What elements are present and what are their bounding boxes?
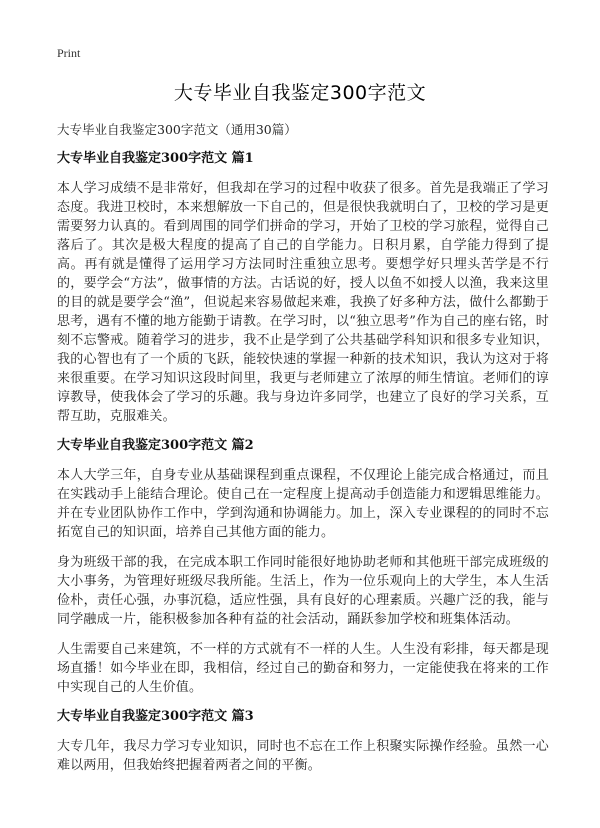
print-link[interactable]: Print — [57, 46, 81, 60]
section-2-paragraph-3: 人生需要自己来建筑，不一样的方式就有不一样的人生。人生没有彩排，每天都是现场直播！如今毕业在即，我相信，经过自己的勤奋和努力，一定能使我在将来的工作中实现自己的人生价值。 — [57, 642, 549, 695]
article-body — [57, 122, 549, 786]
section-3-paragraph-1: 大专几年，我尽力学习专业知识，同时也不忘在工作上积聚实际操作经验。虽然一心难以两用，但我始终把握着两者之间的平衡。 — [57, 739, 549, 773]
section-2-paragraph-1: 本人大学三年，自身专业从基础课程到重点课程，不仅理论上能完成合格通过，而且在实践动手上能结合理论。使自己在一定程度上提高动手创造能力和逻辑思维能力。并在专业团队协作工作中，学到沟通和协调能力。加上，深入专业课程的的同时不忘拓宽自己的知识面，培养自己其他方面的能力。 — [57, 468, 549, 540]
section-heading-3: 大专毕业自我鉴定300字范文 篇3 — [57, 709, 254, 724]
section-heading-2: 大专毕业自我鉴定300字范文 篇2 — [57, 438, 254, 453]
section-1-paragraph-1: 本人学习成绩不是非常好，但我却在学习的过程中收获了很多。首先是我端正了学习态度。我进卫校时，本来想解放一下自己的，但是很快我就明白了，卫校的学习是更需要努力认真的。看到周围的同学们拼命的学习，开始了卫校的学习旅程，觉得自己落后了。其次是极大程度的提高了自己的自学能力。日积月累，自学能力得到了提高。再有就是懂得了运用学习方法同时注重独立思考。要想学好只埋头苦学是不行的，要学会“方法”，做事情的方法。古话说的好，授人以鱼不如授人以渔，我来这里的目的就是要学会“渔”，但说起来容易做起来难，我换了好多种方法，做什么都勤于思考，遇有不懂的地方能勤于请教。在学习时，以“独立思考”作为自己的座右铭，时刻不忘警戒。随着学习的进步，我不止是学到了公共基础学科知识和很多专业知识，我的心智也有了一个质的飞跃，能较快速的掌握一种新的技术知识，我认为这对于将来很重要。在学习知识这段时间里，我更与老师建立了浓厚的师生情谊。老师们的谆谆教导，使我体会了学习的乐趣。我与身边许多同学，也建立了良好的学习关系，互帮互助，克服难关。 — [57, 181, 549, 424]
article-subtitle: 大专毕业自我鉴定300字范文（通用30篇） — [57, 122, 297, 137]
section-heading-1: 大专毕业自我鉴定300字范文 篇1 — [57, 151, 254, 166]
page-title: 大专毕业自我鉴定300字范文 — [173, 82, 427, 104]
section-2-paragraph-2: 身为班级干部的我，在完成本职工作同时能很好地协助老师和其他班干部完成班级的大小事务，为管理好班级尽我所能。生活上，作为一位乐观向上的大学生，本人生活俭朴，责任心强，办事沉稳，适应性强，具有良好的心理素质。兴趣广泛的我，能与同学融成一片，能积极参加各种有益的社会活动，踊跃参加学校和班集体活动。 — [57, 555, 549, 627]
